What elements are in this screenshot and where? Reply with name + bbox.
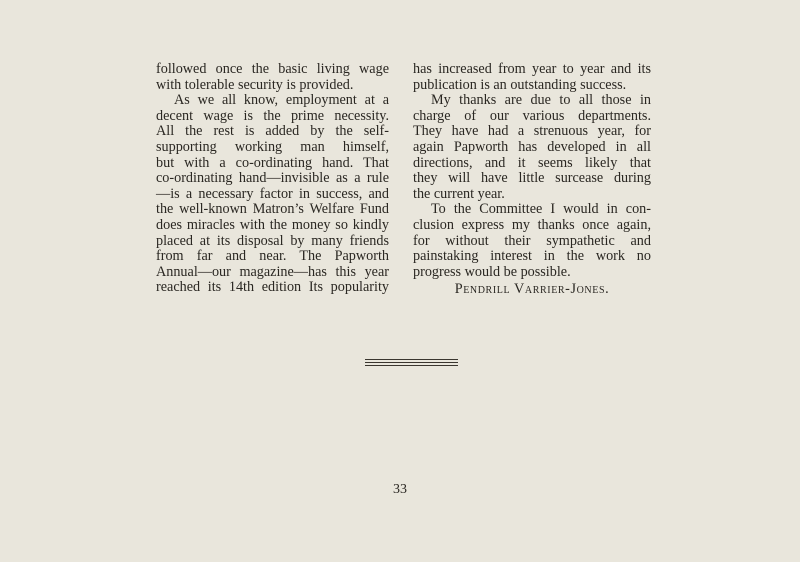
divider-line	[365, 359, 458, 360]
text-line: My thanks are due to all those in	[431, 92, 651, 109]
text-line: has increased from year to year and its	[413, 61, 651, 77]
text-line: but with a co-ordinating hand. That	[156, 154, 389, 171]
text-line: reached its 14th edition Its popularity	[156, 279, 389, 296]
text-line: does miracles with the money so kindly	[156, 216, 389, 233]
page-number: 33	[393, 482, 407, 497]
text-line: They have had a strenuous year, for	[413, 123, 651, 140]
text-line: they will have little surcease during	[413, 170, 651, 187]
text-line: for without their sympathetic and	[413, 232, 651, 249]
right-column	[413, 62, 651, 298]
text-line: progress would be possible.	[413, 263, 571, 280]
text-line: clusion express my thanks once again,	[413, 216, 651, 233]
text-line: Annual—our magazine—has this year	[156, 263, 389, 280]
text-line: followed once the basic living wage	[156, 61, 389, 77]
text-line: —is a necessary factor in success, and	[156, 185, 389, 202]
text-line: from far and near. The Papworth	[156, 248, 389, 265]
text-line: again Papworth has developed in all	[413, 138, 651, 155]
text-line: charge of our various departments.	[413, 107, 651, 124]
text-line: with tolerable security is provided.	[156, 76, 354, 93]
left-column	[156, 62, 389, 296]
text-line: As we all know, employment at a	[174, 92, 389, 109]
divider-line	[365, 362, 458, 363]
text-line: All the rest is added by the self-	[156, 123, 389, 140]
text-line: To the Committee I would in con-	[431, 201, 651, 218]
text-line: supporting working man himself,	[156, 138, 389, 155]
text-line: decent wage is the prime necessity.	[156, 107, 389, 124]
signature: Pendrill Varrier-Jones.	[454, 281, 610, 298]
text-line: the current year.	[413, 185, 505, 202]
text-line: co-ordinating hand—invisible as a rule	[156, 170, 389, 187]
text-line: directions, and it seems likely that	[413, 154, 651, 171]
section-divider	[365, 359, 458, 368]
text-line: placed at its disposal by many friends	[156, 232, 389, 249]
text-line: painstaking interest in the work no	[413, 248, 651, 265]
text-line: the well-known Matron’s Welfare Fund	[156, 201, 389, 218]
divider-line	[365, 365, 458, 366]
text-line: publication is an outstanding success.	[413, 76, 627, 93]
